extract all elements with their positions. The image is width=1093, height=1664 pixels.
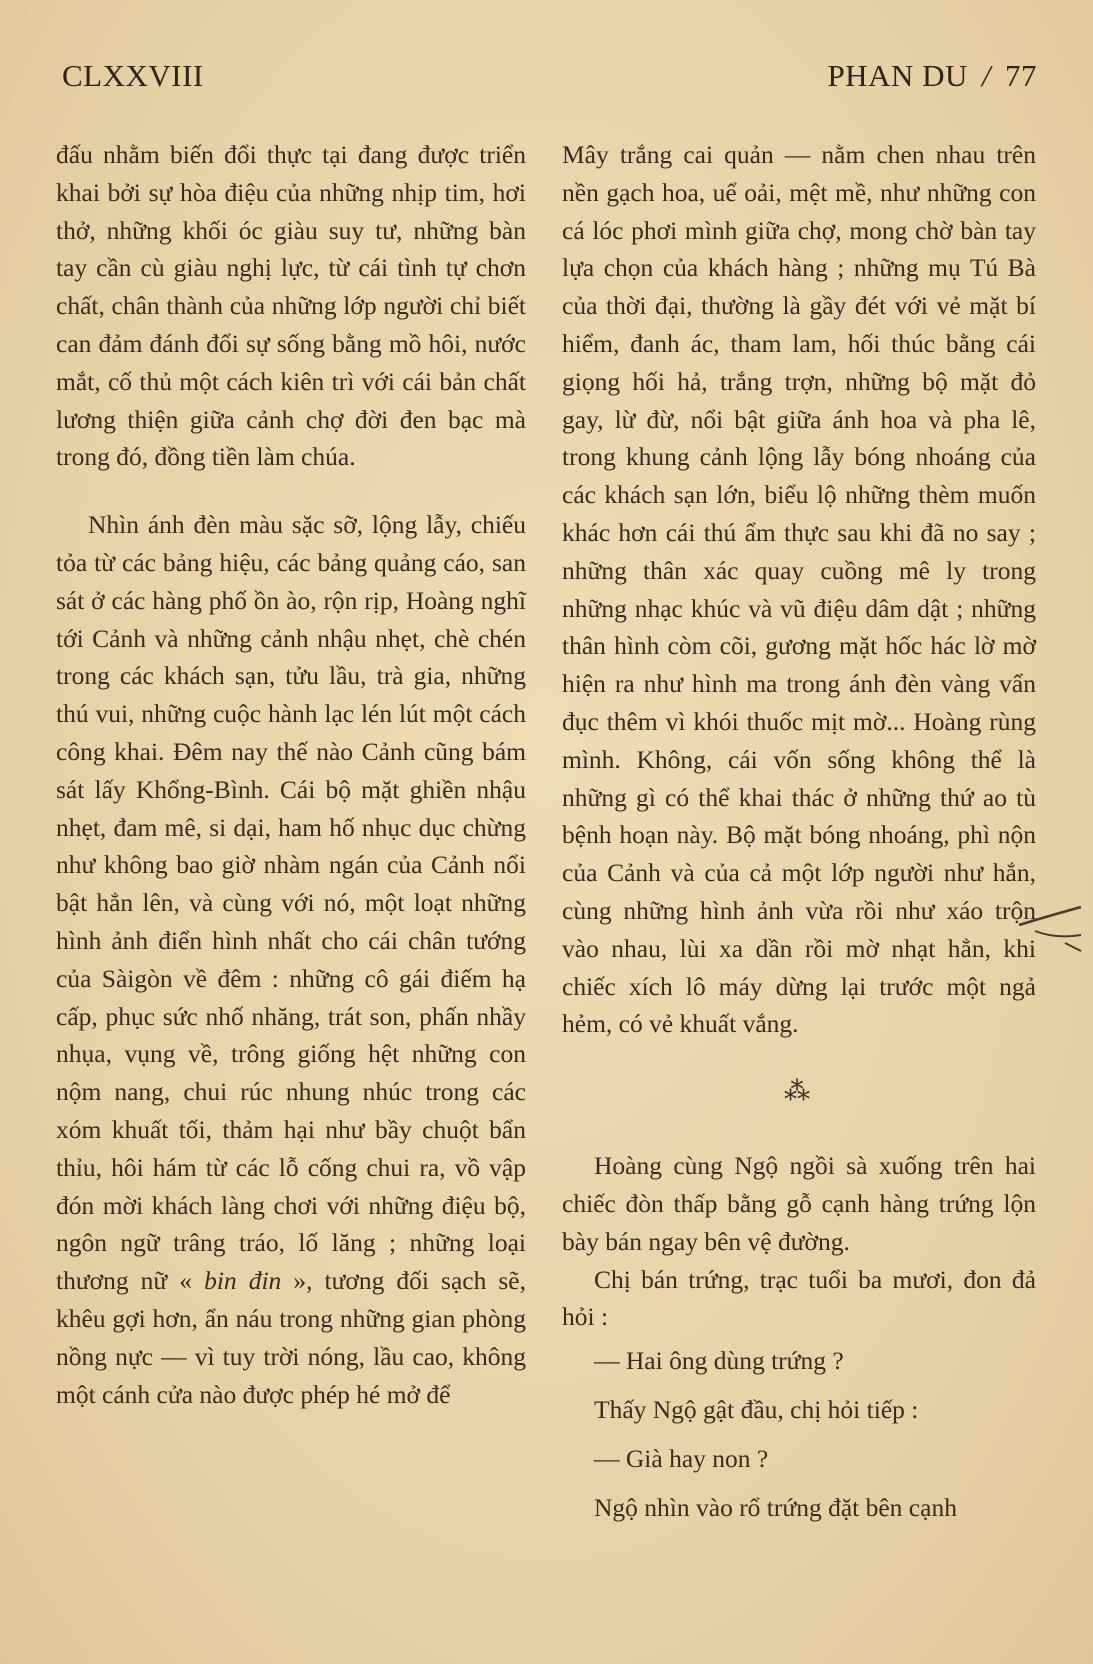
paragraph-gap	[56, 476, 526, 506]
left-paragraph-2-text-a: Nhìn ánh đèn màu sặc sỡ, lộng lẫy, chiếu tỏa từ các bảng hiệu, các bảng quảng cáo, san sát ở các hàng phố ồn ào, rộn rịp, Hoàng nghĩ tới Cảnh và những cảnh nhậu nhẹt, chè chén trong các khách sạn, tửu lầu, trà gia, những thú vui, những cuộc hành lạc lén lút một cách công khai. Đêm nay thế nào Cảnh cũng bám sát lấy Khổng-Bình. Cái bộ mặt ghiền nhậu nhẹt, đam mê, si dại, ham hố nhục dục chừng như không bao giờ nhàm ngán của Cảnh nổi bật hẳn lên, và cùng với nó, một loạt những hình ảnh điển hình nhất cho cái chân tướng của Sàigòn về đêm : những cô gái điếm hạ cấp, phục sức nhố nhăng, trát son, phấn nhầy nhụa, vụng về, trông giống hệt những con nộm nang, chui rúc nhung nhúc trong các xóm khuất tối, thảm hại như bầy chuột bẩn thỉu, hôi hám từ các lỗ cống chui ra, vồ vập đón mời khách làng chơi với những điệu bộ, ngôn ngữ trâng tráo, lố lăng ; những loại thương nữ «	[56, 510, 526, 1296]
left-paragraph-2-text-b: », tương đối sạch sẽ, khêu gợi hơn, ẩn náu trong những gian phòng nồng nực — vì tuy trời nóng, lầu cao, không một cánh cửa nào được phép hé mở để	[56, 1266, 527, 1409]
margin-pencil-mark-icon	[1015, 895, 1085, 955]
left-paragraph-2	[56, 506, 526, 1413]
chapter-number: CLXXVIII	[62, 58, 204, 93]
dialog-line-3: — Già hay non ?	[594, 1444, 769, 1474]
dialog-line-4: Ngộ nhìn vào rổ trứng đặt bên cạnh	[594, 1493, 957, 1523]
section-title: PHAN DU	[827, 58, 968, 93]
section-ornament: ⁂	[784, 1077, 814, 1107]
running-head	[827, 58, 1037, 94]
left-paragraph-1: đấu nhằm biến đổi thực tại đang được triển khai bởi sự hòa điệu của những nhịp tim, hơi thở, những khối óc giàu suy tư, những bàn tay cần cù giàu nghị lực, từ cái tình tự chơn chất, chân thành của những lớp người chỉ biết can đảm đánh đổi sự sống bằng mồ hôi, nước mắt, cố thủ một cách kiên trì với cái bản chất lương thiện giữa cảnh chợ đời đen bạc mà trong đó, đồng tiền làm chúa.	[56, 140, 526, 472]
left-paragraph-2-italic: bin đin	[204, 1266, 282, 1296]
right-column	[562, 136, 1036, 1532]
dialog-line-2: Thấy Ngộ gật đầu, chị hỏi tiếp :	[594, 1395, 919, 1425]
right-paragraph-1: Mây trắng cai quản — nằm chen nhau trên nền gạch hoa, uể oải, mệt mề, như những con cá lóc phơi mình giữa chợ, mong chờ bàn tay lựa chọn của khách hàng ; những mụ Tú Bà của thời đại, thường là gầy đét với vẻ mặt bí hiểm, đanh ác, tham lam, hối thúc bằng cái giọng hối hả, trắng trợn, những bộ mặt đỏ gay, lừ đừ, nổi bật giữa ánh hoa và pha lê, trong khung cảnh lộng lẫy bóng nhoáng của các khách sạn lớn, biểu lộ những thèm muốn khác hơn cái thú ẩm thực sau khi đã no say ; những thân xác quay cuồng mê ly trong những nhạc khúc và vũ điệu dâm dật ; những thân hình còm cõi, gương mặt hốc hác lờ mờ hiện ra như hình ma trong ánh đèn vàng vẩn đục thêm vì khói thuốc mịt mờ... Hoàng rùng mình. Không, cái vốn sống không thể là những gì có thể khai thác ở những thứ ao tù bệnh hoạn này. Bộ mặt bóng nhoáng, phì nộn của Cảnh và của cả một lớp người như hắn, cùng những hình ảnh vừa rồi như xáo trộn vào nhau, lùi xa dần rồi mờ nhạt hẳn, khi chiếc xích lô máy dừng lại trước một ngả hẻm, có vẻ khuất vắng.	[562, 140, 1036, 1039]
page-number: 77	[1005, 58, 1037, 93]
left-column	[56, 136, 526, 1413]
dialog-line-1: — Hai ông dùng trứng ?	[594, 1346, 844, 1376]
page-header	[62, 58, 1037, 102]
header-separator: /	[981, 58, 991, 93]
right-paragraph-3: Chị bán trứng, trạc tuổi ba mươi, đon đả hỏi :	[562, 1264, 1036, 1332]
right-paragraph-2: Hoàng cùng Ngộ ngồi sà xuống trên hai chiếc đòn thấp bằng gỗ cạnh hàng trứng lộn bày bán ngay bên vệ đường.	[562, 1151, 1036, 1256]
